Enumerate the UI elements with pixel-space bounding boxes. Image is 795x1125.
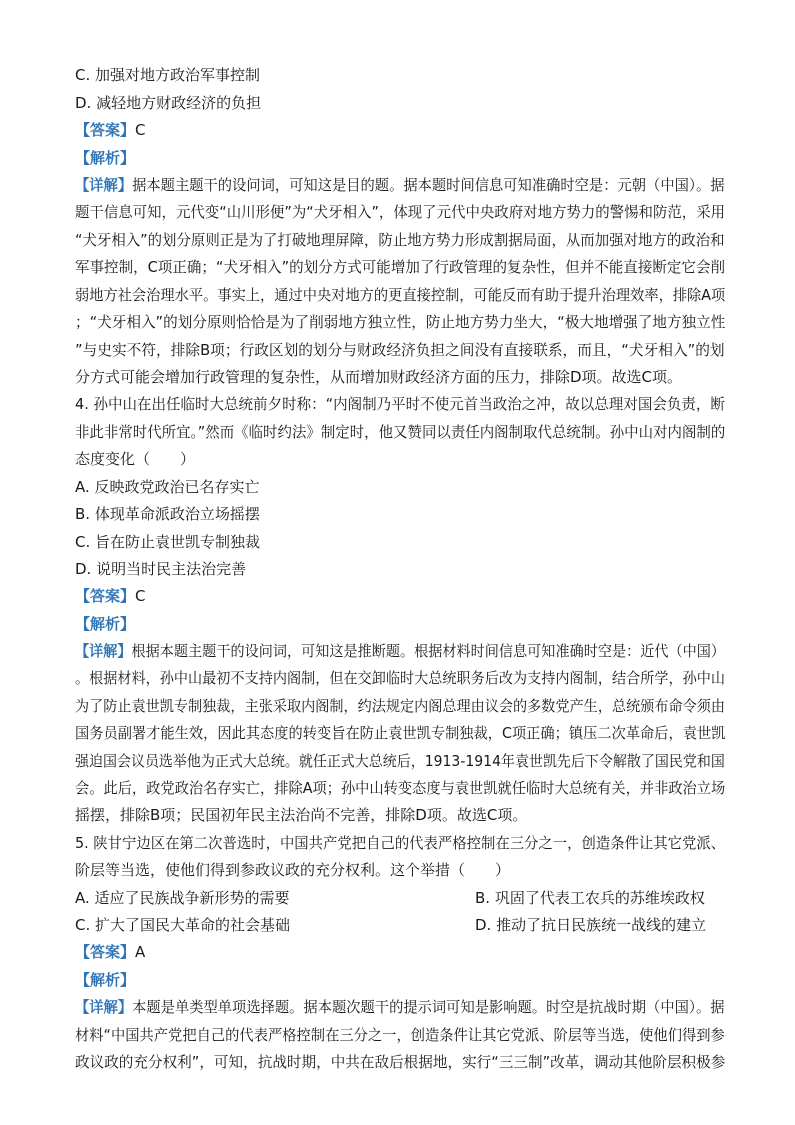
q5-detail-line: 【详解】本题是单类型单项选择题。据本题次题干的提示词可知是影响题。时空是抗战时期（中国）。据 [75,998,725,1016]
q5-answer [75,941,725,963]
q3-detail-line: 题干信息可知，元代变“山川形便”为“犬牙相入”，体现了元代中央政府对地方势力的警惕和防范，采用 [75,203,726,221]
q4-option-d: D. 说明当时民主法治完善 [75,560,247,578]
q4-detail-line: 强迫国会议员选举他为正式大总统。就任正式大总统后，1913-1914年袁世凯先后下令解散了国民党和国 [75,752,725,770]
detail-label: 【详解】 [75,176,133,194]
q5-options-row-2 [75,914,725,936]
answer-value: C [135,587,146,605]
detail-label: 【详解】 [75,642,132,660]
q4-analysis-label: 【解析】 [75,615,136,633]
q3-detail-line: 分方式可能会增加行政管理的复杂性，从而增加财政经济方面的压力，排除D项。故选C项。 [75,368,683,386]
q5-stem-line: 5. 陕甘宁边区在第二次普选时，中国共产党把自己的代表严格控制在三分之一，创造条件让其它党派、 [75,834,726,852]
q3-detail-line: “犬牙相入”的划分原则正是为了打破地理屏障，防止地方势力形成割据局面，从而加强对地方的政治和 [75,231,725,249]
answer-value: A [135,943,146,961]
q4-detail-line: 会。此后，政党政治名存实亡，排除A项；孙中山转变态度与袁世凯就任临时大总统有关，并非政治立场 [75,779,726,797]
q4-stem-line: 4. 孙中山在出任临时大总统前夕时称：“内阁制乃平时不使元首当政治之冲，故以总理对国会负责，断 [75,395,725,413]
q3-option-c: C. 加强对地方政治军事控制 [75,66,261,84]
q5-option-b: B. 巩固了代表工农兵的苏维埃政权 [475,889,705,907]
answer-label: 【答案】 [75,943,136,961]
q3-detail-line: 军事控制，C项正确；“犬牙相入”的划分方式可能增加了行政管理的复杂性，但并不能直接断定它会削 [75,258,726,276]
q3-detail-line: ；“犬牙相入”的划分原则恰恰是为了削弱地方独立性，防止地方势力坐大，“极大地增强了地方独立性 [75,313,726,331]
q3-answer [75,119,725,141]
q4-detail-line: 【详解】根据本题主题干的设问词，可知这是推断题。根据材料时间信息可知准确时空是：近代（中国） [75,642,726,660]
q5-option-a: A. 适应了民族战争新形势的需要 [75,889,290,907]
q4-option-b: B. 体现革命派政治立场摇摆 [75,505,260,523]
answer-label: 【答案】 [75,121,136,139]
q5-detail-line: 材料“中国共产党把自己的代表严格控制在三分之一，创造条件让其它党派、阶层等当选，使他们得到参 [75,1026,725,1044]
answer-value: C [135,121,146,139]
q4-answer [75,585,725,607]
q4-option-c: C. 旨在防止袁世凯专制独裁 [75,533,261,551]
q3-analysis-label: 【解析】 [75,149,136,167]
q3-detail-line: 【详解】据本题主题干的设问词，可知这是目的题。据本题时间信息可知准确时空是：元朝（中国）。据 [75,176,725,194]
q3-option-d: D. 减轻地方财政经济的负担 [75,94,262,112]
q3-detail-line: 弱地方社会治理水平。事实上，通过中央对地方的更直接控制，可能反而有助于提升治理效率，排除A项 [75,286,726,304]
q4-detail-line: 国务员副署才能生效，因此其态度的转变旨在防止袁世凯专制独裁，C项正确；镇压二次革命后，袁世凯 [75,724,726,742]
q5-options-row-1 [75,887,725,909]
q4-option-a: A. 反映政党政治已名存实亡 [75,478,260,496]
detail-label: 【详解】 [75,998,133,1016]
q4-detail-line: 为了防止袁世凯专制独裁，主张采取内阁制，约法规定内阁总理由议会的多数党产生，总统颁布命令须由 [75,697,725,715]
q4-detail-line: 摇摆，排除B项；民国初年民主法治尚不完善，排除D项。故选C项。 [75,806,528,824]
q4-detail-line: 。根据材料，孙中山最初不支持内阁制，但在交卸临时大总统职务后改为支持内阁制，结合所学，孙中山 [75,669,725,687]
q5-detail-line: 政议政的充分权利”，可知，抗战时期，中共在敌后根据地，实行“三三制”改革，调动其他阶层积极参 [75,1053,726,1071]
q3-detail-line: ”与史实不符，排除B项；行政区划的划分与财政经济负担之间没有直接联系，而且，“犬牙相入”的划 [75,341,725,359]
answer-label: 【答案】 [75,587,136,605]
q5-option-d: D. 推动了抗日民族统一战线的建立 [475,916,707,934]
q5-option-c: C. 扩大了国民大革命的社会基础 [75,916,291,934]
q5-analysis-label: 【解析】 [75,971,136,989]
q5-stem-line: 阶层等当选，使他们得到参政议政的充分权利。这个举措（ ） [75,861,511,879]
q4-stem-line: 态度变化（ ） [75,450,196,468]
q4-stem-line: 非此非常时代所宜。”然而《临时约法》制定时，他又赞同以责任内阁制取代总统制。孙中山对内阁制的 [75,423,726,441]
